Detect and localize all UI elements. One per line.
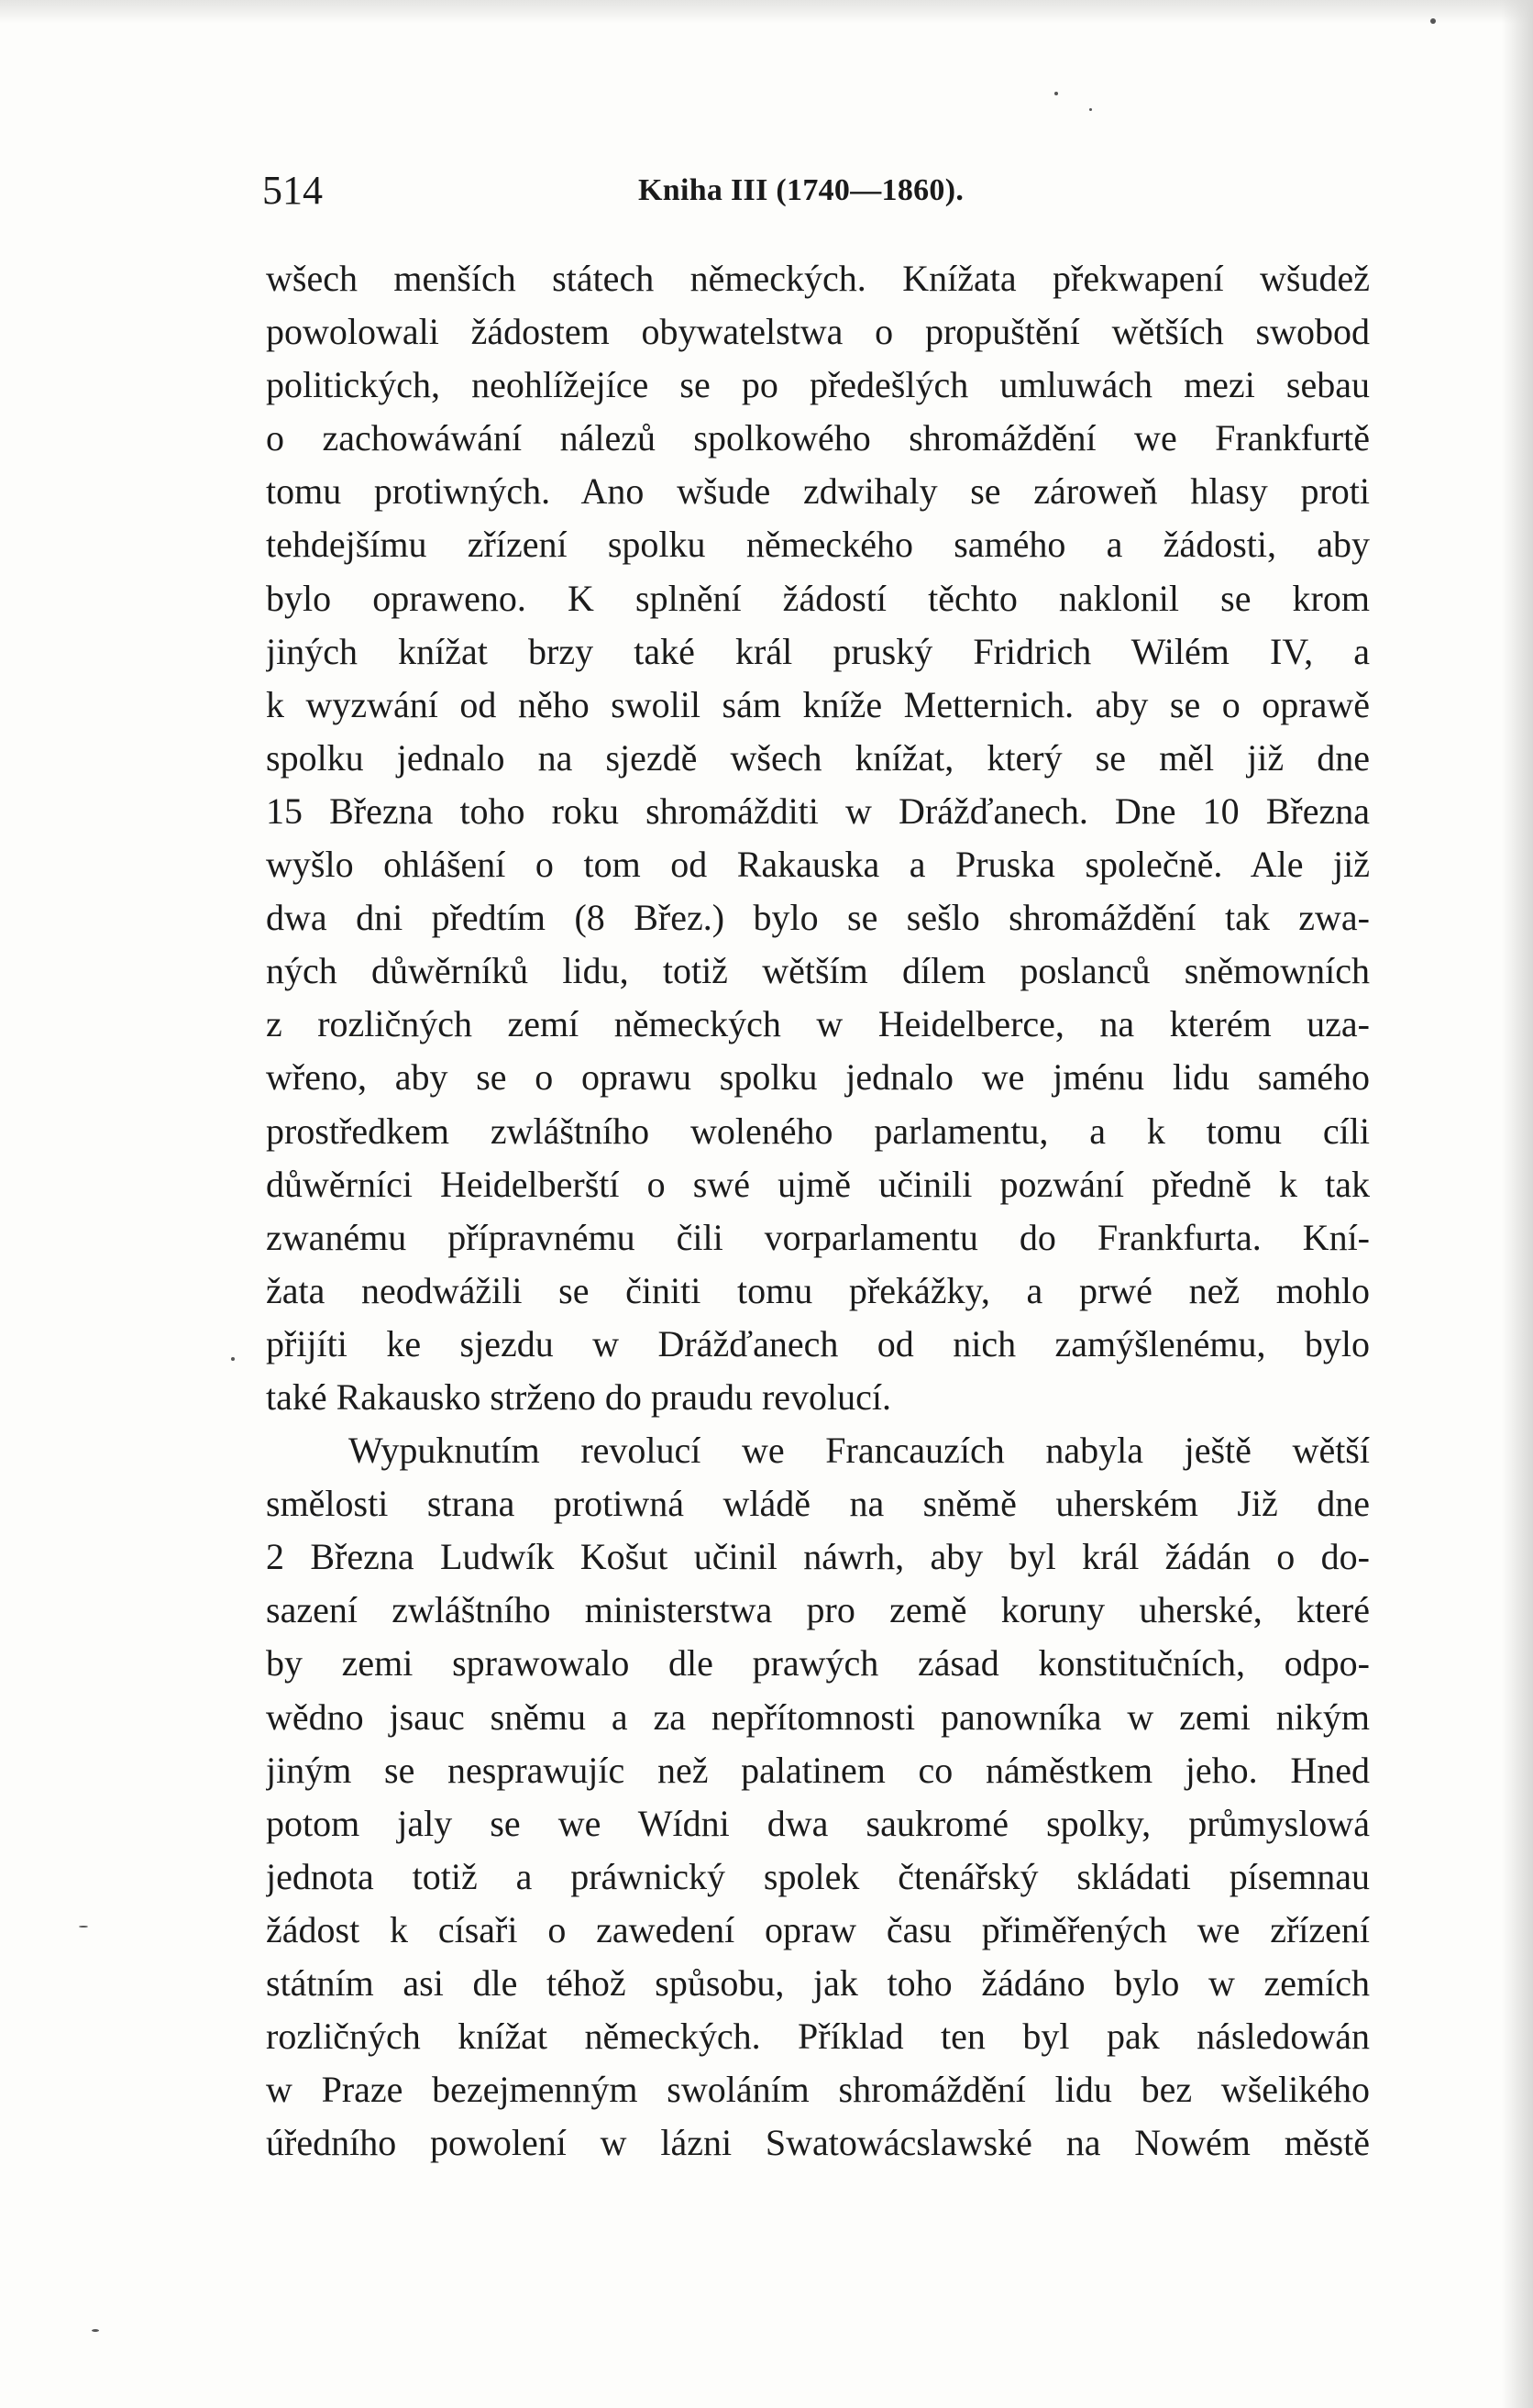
text-line: z rozličných zemí německých w Heidelberce, na kterém uza- — [266, 1003, 1370, 1045]
text-line: jednota totiž a práwnický spolek čtenářský skládati písemnau — [266, 1855, 1370, 1897]
text-line: jiných knížat brzy také král pruský Fridrich Wilém IV, a — [266, 630, 1370, 672]
text-line: dwa dni předtím (8 Břez.) bylo se sešlo shromáždění tak zwa- — [266, 897, 1370, 939]
body-text — [266, 252, 1370, 2170]
text-line: prostředkem zwláštního woleného parlamentu, a k tomu cíli — [266, 1110, 1370, 1152]
text-line: wyšlo ohlášení o tom od Rakauska a Pruska společně. Ale již — [266, 844, 1370, 886]
text-line: ných důwěrníků lidu, totiž wětším dílem poslanců sněmowních — [266, 950, 1370, 992]
scan-edge-shadow-right — [1502, 0, 1533, 2408]
text-line: wšech menších státech německých. Knížata překwapení wšudež — [266, 258, 1370, 299]
text-line: spolku jednalo na sjezdě wšech knížat, který se měl již dne — [266, 736, 1370, 779]
text-line: zwanému přípravnému čili vorparlamentu do Frankfurta. Kní- — [266, 1216, 1370, 1258]
paragraph-2 — [266, 1424, 1370, 2170]
scan-speck — [92, 2329, 99, 2332]
paragraph-1 — [266, 252, 1370, 1424]
scan-speck — [1054, 92, 1058, 95]
text-line: o zachowáwání nálezů spolkowého shromáždění we Frankfurtě — [266, 417, 1370, 459]
scan-speck — [231, 1357, 235, 1361]
text-line: bylo opraweno. K splnění žádostí těchto naklonil se krom — [266, 577, 1370, 619]
page-number: 514 — [262, 168, 323, 213]
page-header — [0, 163, 1533, 218]
text-line: by zemi sprawowalo dle prawých zásad konstitučních, odpo- — [266, 1642, 1370, 1684]
text-line: také Rakausko strženo do praudu revolucí. — [266, 1375, 892, 1418]
text-line: wědno jsauc sněmu a za nepřítomnosti panowníka w zemi nikým — [266, 1696, 1370, 1738]
text-line: k wyzwání od něho swolil sám kníže Metternich. aby se o oprawě — [266, 683, 1370, 725]
scan-speck — [79, 1926, 88, 1928]
text-line: 2 Března Ludwík Košut učinil náwrh, aby byl král žádán o do- — [266, 1536, 1370, 1578]
text-line: smělosti strana protiwná wládě na sněmě uherském Již dne — [266, 1483, 1370, 1525]
text-line: 15 Března toho roku shromážditi w Drážďanech. Dne 10 Března — [266, 790, 1370, 832]
text-line: důwěrníci Heidelberští o swé ujmě učinili pozwání předně k tak — [266, 1163, 1370, 1205]
scan-edge-shadow-top — [0, 0, 1533, 24]
text-line: úředního powolení w lázni Swatowácslawské na Nowém městě — [266, 2122, 1370, 2164]
text-line: w Praze bezejmenným swoláním shromáždění lidu bez wšelikého — [266, 2069, 1370, 2111]
text-line: žata neodwážili se činiti tomu překážky, a prwé než mohlo — [266, 1269, 1370, 1311]
text-line: státním asi dle téhož spůsobu, jak toho žádáno bylo w zemích — [266, 1962, 1370, 2004]
text-line: žádost k císaři o zawedení opraw času přiměřených we zřízení — [266, 1908, 1370, 1950]
scan-speck — [1089, 108, 1092, 111]
text-line: přijíti ke sjezdu w Drážďanech od nich zamýšlenému, bylo — [266, 1322, 1370, 1364]
text-line: jiným se nesprawujíc než palatinem co náměstkem jeho. Hned — [266, 1749, 1370, 1791]
text-line: Wypuknutím revolucí we Francauzích nabyla ještě wětší — [348, 1430, 1370, 1472]
text-line: potom jaly se we Wídni dwa saukromé spolky, průmyslowá — [266, 1802, 1370, 1844]
scan-speck — [1430, 18, 1436, 24]
text-line: politických, neohlížejíce se po předešlých umluwách mezi sebau — [266, 364, 1370, 406]
text-line: tehdejšímu zřízení spolku německého samého a žádosti, aby — [266, 524, 1370, 566]
text-line: rozličných knížat německých. Příklad ten byl pak následowán — [266, 2016, 1370, 2058]
text-line: powolowali žádostem obywatelstwa o propuštění wětších swobod — [266, 311, 1370, 353]
text-line: wřeno, aby se o oprawu spolku jednalo we jménu lidu samého — [266, 1056, 1370, 1099]
running-title: Kniha III (1740—1860). — [638, 173, 965, 207]
text-line: sazení zwláštního ministerstwa pro země koruny uherské, které — [266, 1589, 1370, 1631]
text-line: tomu protiwných. Ano wšude zdwihaly se zároweň hlasy proti — [266, 470, 1370, 513]
